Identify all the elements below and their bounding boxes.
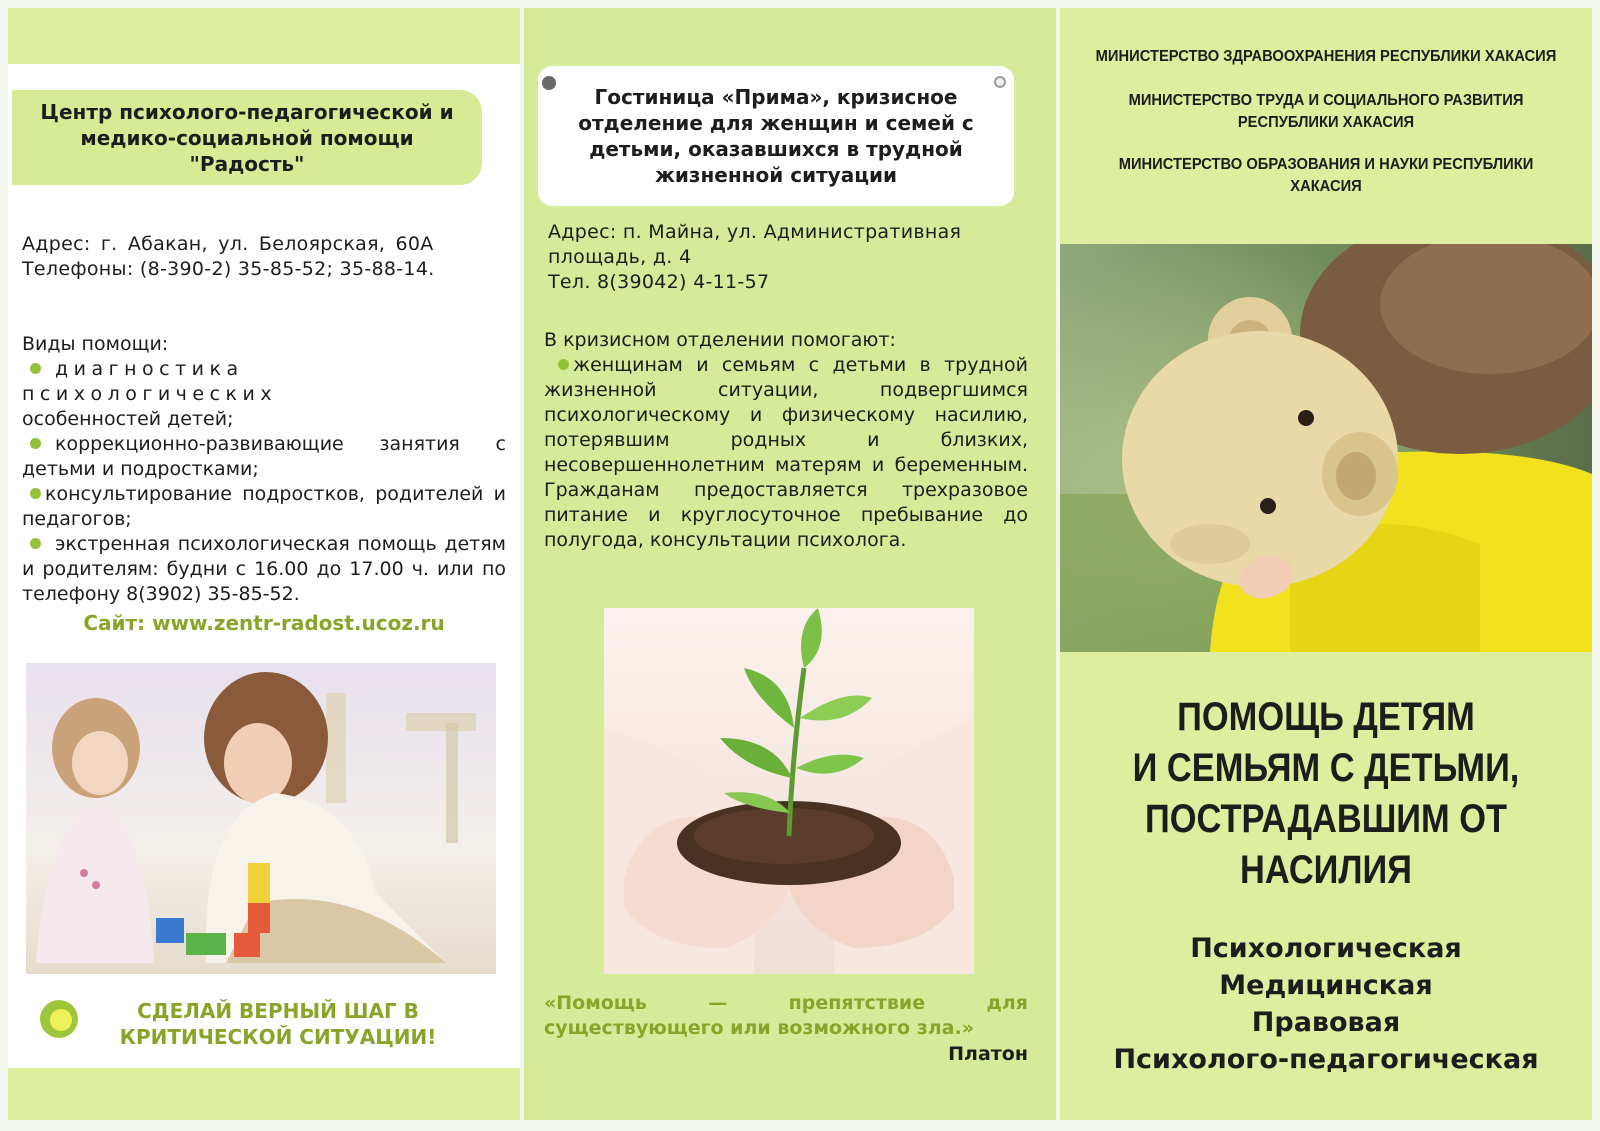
website-link[interactable]: Сайт: www.zentr-radost.ucoz.ru bbox=[83, 611, 445, 635]
center-contacts bbox=[22, 232, 502, 282]
assistance-type: Психолого-педагогическая bbox=[1113, 1044, 1539, 1075]
assistance-type: Психологическая bbox=[1190, 933, 1462, 964]
crisis-intro: В кризисном отделении помогают: bbox=[544, 329, 896, 351]
circle-logo-icon bbox=[40, 1000, 78, 1038]
bullet-icon bbox=[30, 488, 41, 499]
list-item: диагностика психологических особенностей детей; bbox=[22, 358, 278, 430]
help-types-title: Виды помощи: bbox=[22, 333, 169, 355]
assistance-types bbox=[1060, 930, 1592, 1078]
hotel-name: Гостиница «Прима», кризисное отделение для женщин и семей с детьми, оказавшихся в трудной жизненной ситуации bbox=[578, 85, 974, 187]
bullet-icon bbox=[30, 438, 41, 449]
bullet-icon bbox=[30, 538, 41, 549]
quote: «Помощь — препятствие для существующего или возможного зла.» bbox=[544, 992, 1028, 1039]
list-item: консультирование подростков, родителей и педагогов; bbox=[22, 483, 506, 530]
pin-icon bbox=[542, 76, 556, 90]
hotel-heading bbox=[538, 66, 1014, 206]
slogan: СДЕЛАЙ ВЕРНЫЙ ШАГ В КРИТИЧЕСКОЙ СИТУАЦИИ! bbox=[119, 999, 437, 1049]
center-name: Центр психолого-педагогической и медико-социальной помощи "Радость" bbox=[40, 99, 454, 176]
crisis-help-text: женщинам и семьям с детьми в трудной жизненной ситуации, подвергшимся психологическому и физическому насилию, потерявшим родных и близких, несовершеннолетним матерям и беременным. Гражданам предоставляется трехразовое питание и круглосуточное пребывание до полугода, консультации психолога. bbox=[544, 354, 1028, 551]
top-decor-band bbox=[8, 8, 520, 64]
list-item: экстренная психологическая помощь детям и родителям: будни с 16.00 до 17.00 ч. или по телефону 8(3902) 35-85-52. bbox=[22, 533, 506, 605]
sprout-in-hands-photo bbox=[604, 608, 974, 974]
center-name-heading bbox=[12, 90, 482, 185]
list-item: коррекционно-развивающие занятия с детьми и подростками; bbox=[22, 433, 506, 480]
center-phones: Телефоны: (8-390-2) 35-85-52; 35-88-14. bbox=[22, 258, 435, 280]
bullet-icon bbox=[30, 363, 41, 374]
bottom-decor-band bbox=[8, 1068, 520, 1120]
hotel-phone: Тел. 8(39042) 4-11-57 bbox=[548, 271, 770, 293]
ministry-health: МИНИСТЕРСТВО ЗДРАВООХРАНЕНИЯ РЕСПУБЛИКИ ХАКАСИЯ bbox=[1095, 48, 1557, 65]
assistance-type: Правовая bbox=[1251, 1007, 1401, 1038]
ministry-labor: МИНИСТЕРСТВО ТРУДА И СОЦИАЛЬНОГО РАЗВИТИЯ РЕСПУБЛИКИ ХАКАСИЯ bbox=[1128, 92, 1524, 131]
right-panel bbox=[1060, 8, 1592, 1120]
hotel-address-line-2: площадь, д. 4 bbox=[548, 246, 692, 268]
hotel-address-line-1: Адрес: п. Майна, ул. Административная bbox=[548, 221, 962, 243]
hotel-contacts bbox=[548, 220, 1028, 295]
mother-and-child-photo bbox=[26, 663, 496, 974]
left-panel bbox=[8, 8, 520, 1120]
quote-author: Платон bbox=[948, 1043, 1028, 1065]
brochure-title: ПОМОЩЬ ДЕТЯМ И СЕМЬЯМ С ДЕТЬМИ, ПОСТРАДАВШИМ ОТ НАСИЛИЯ bbox=[1132, 695, 1520, 892]
pin-icon bbox=[994, 76, 1006, 88]
child-with-teddy-bear-photo bbox=[1060, 244, 1592, 652]
assistance-type: Медицинская bbox=[1219, 970, 1433, 1001]
ministry-education: МИНИСТЕРСТВО ОБРАЗОВАНИЯ И НАУКИ РЕСПУБЛИКИ ХАКАСИЯ bbox=[1118, 156, 1534, 195]
bullet-icon bbox=[558, 359, 569, 370]
help-types-list bbox=[22, 332, 506, 607]
center-address: Адрес: г. Абакан, ул. Белоярская, 60А bbox=[22, 233, 434, 255]
middle-panel bbox=[524, 8, 1056, 1120]
